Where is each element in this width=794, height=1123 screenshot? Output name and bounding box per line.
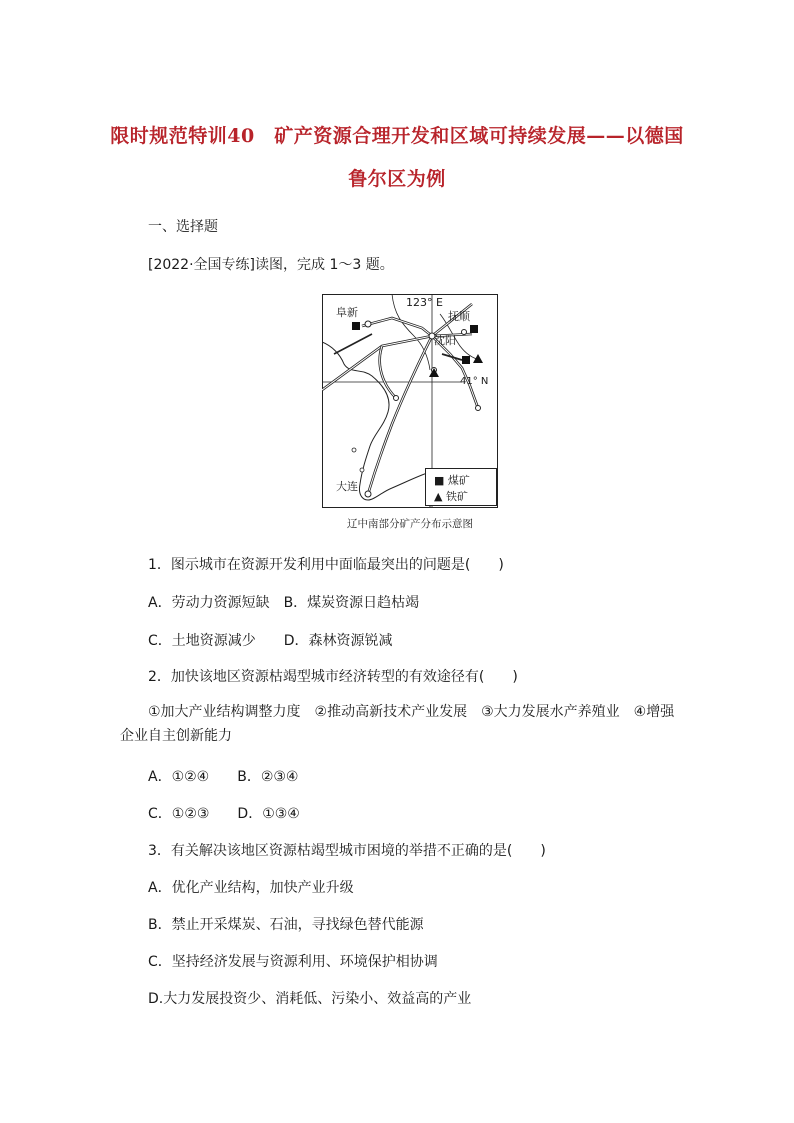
question-3-option-a: A．优化产业结构，加快产业升级 — [148, 880, 354, 896]
label-fuxin: 阜新 — [336, 306, 358, 319]
coal-symbol-icon: ■ — [434, 474, 445, 487]
question-3-option-d: D.大力发展投资少、消耗低、污染小、效益高的产业 — [148, 991, 472, 1007]
question-2-options-ab: A．①②④ B．②③④ — [148, 769, 299, 785]
question-1-options-ab: A．劳动力资源短缺 B．煤炭资源日趋枯竭 — [148, 595, 420, 611]
question-2-options-cd: C．①②③ D．①③④ — [148, 806, 300, 822]
label-latitude: 41° N — [460, 376, 489, 387]
city-fuxin-dot — [365, 321, 371, 327]
question-2-statements: ①加大产业结构调整力度 ②推动高新技术产业发展 ③大力发展水产养殖业 ④增强企业自主创新能力 — [120, 704, 675, 744]
city-fushun-dot — [462, 330, 467, 335]
coal-mine-benxi — [462, 356, 470, 364]
map-legend — [425, 468, 497, 506]
label-fushun: 抚顺 — [448, 310, 470, 323]
question-1-stem: 1．图示城市在资源开发利用中面临最突出的问题是( ) — [148, 557, 504, 573]
legend-coal — [434, 472, 470, 488]
question-3-option-b: B．禁止开采煤炭、石油，寻找绿色替代能源 — [148, 917, 424, 933]
legend-coal-label: 煤矿 — [447, 474, 470, 487]
question-intro: [2022·全国专练]读图，完成 1～3 题。 — [148, 257, 394, 273]
page-title-line2: 鲁尔区为例 — [348, 168, 446, 190]
label-shenyang: 沈阳 — [434, 334, 456, 347]
map-caption: 辽中南部分矿产分布示意图 — [347, 518, 473, 530]
city-dalian-dot — [365, 491, 371, 497]
label-longitude: 123° E — [406, 296, 443, 309]
page-title-line1: 限时规范特训40 矿产资源合理开发和区域可持续发展——以德国 — [110, 125, 684, 147]
label-dalian: 大连 — [336, 480, 358, 493]
section-heading: 一、选择题 — [148, 219, 218, 235]
legend-iron — [434, 488, 468, 504]
question-1-options-cd: C．土地资源减少 D．森林资源锐减 — [148, 633, 393, 649]
question-3-stem: 3．有关解决该地区资源枯竭型城市困境的举措不正确的是( ) — [148, 843, 546, 859]
iron-symbol-icon: ▲ — [434, 490, 443, 503]
question-3-option-c: C．坚持经济发展与资源利用、环境保护相协调 — [148, 954, 438, 970]
question-2-stem: 2．加快该地区资源枯竭型城市经济转型的有效途径有( ) — [148, 669, 518, 685]
coal-mine-fuxin — [352, 322, 360, 330]
coal-mine-fushun — [470, 325, 478, 333]
legend-iron-label: 铁矿 — [445, 490, 468, 503]
